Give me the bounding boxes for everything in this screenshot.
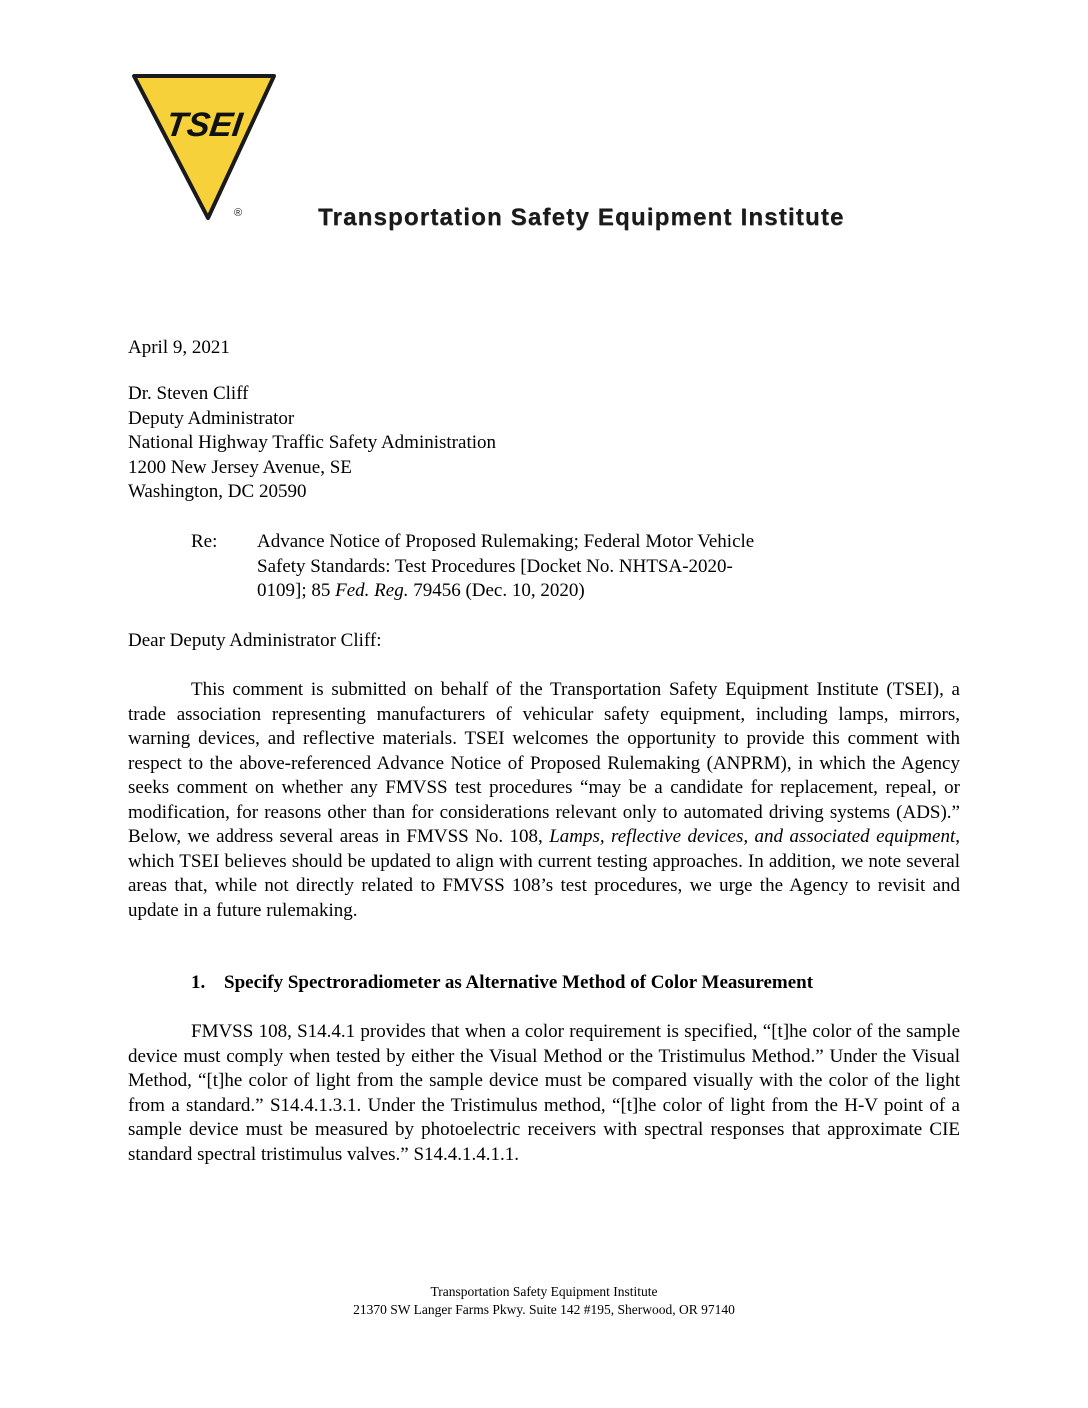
- heading-number: 1.: [191, 972, 206, 993]
- svg-text:TSEI: TSEI: [163, 106, 245, 144]
- recipient-title: Deputy Administrator: [128, 407, 295, 429]
- footer-org-name: Transportation Safety Equipment Institute: [430, 1284, 658, 1299]
- body-paragraph: [128, 678, 960, 923]
- re-text: 79456 (Dec. 10, 2020): [408, 580, 585, 601]
- re-citation: Fed. Reg.: [335, 580, 409, 601]
- letter-date: April 9, 2021: [128, 337, 230, 358]
- svg-text:®: ®: [234, 207, 243, 219]
- recipient-agency: National Highway Traffic Safety Administration: [128, 432, 496, 453]
- triangle-logo-icon: [128, 70, 280, 230]
- recipient-address: [128, 382, 496, 505]
- paragraph-text: , which TSEI believes should be updated to align with current testing approaches. In addition, we note several areas that, while not directly related to FMVSS 108’s test procedures, we urge the Agency to revisit and update in a future rulemaking.: [128, 826, 960, 921]
- org-name: Transportation Safety Equipment Institute: [318, 204, 845, 231]
- re-subject: [257, 530, 827, 604]
- paragraph-text: This comment is submitted on behalf of the Transportation Safety Equipment Institute (TSEI), a trade association representing manufacturers of vehicular safety equipment, including lamps, mirrors, warning devices, and reflective materials. TSEI welcomes the opportunity to provide this comment with respect to the above-referenced Advance Notice of Proposed Rulemaking (ANPRM), in which the Agency seeks comment on whether any FMVSS test procedures “may be a candidate for replacement, repeal, or modification, for reasons other than for considerations relevant only to automated driving systems (ADS).” Below, we address several areas in FMVSS No. 108,: [128, 679, 960, 847]
- standard-title: Lamps, reflective devices, and associated equipment: [549, 826, 956, 847]
- re-label: Re:: [191, 531, 218, 552]
- recipient-name: Dr. Steven Cliff: [128, 383, 249, 404]
- re-line: [257, 579, 827, 604]
- re-line: Advance Notice of Proposed Rulemaking; Federal Motor Vehicle: [257, 531, 755, 552]
- tsei-logo: [128, 70, 280, 230]
- body-paragraph: FMVSS 108, S14.4.1 provides that when a color requirement is specified, “[t]he color of the sample device must comply when tested by either the Visual Method or the Tristimulus Method.” Under the Visual Method, “[t]he color of light from the sample device must be compared visually with the color of the light from a standard.” S14.4.1.3.1. Under the Tristimulus method, “[t]he color of light from the H-V point of a sample device must be measured by photoelectric receivers with spectral responses that approximate CIE standard spectral tristimulus valves.” S14.4.1.4.1.1.: [128, 1021, 960, 1165]
- recipient-street: 1200 New Jersey Avenue, SE: [128, 456, 352, 478]
- re-line: Safety Standards: Test Procedures [Docket No. NHTSA-2020-: [257, 555, 733, 577]
- footer-address: 21370 SW Langer Farms Pkwy. Suite 142 #195, Sherwood, OR 97140: [353, 1302, 735, 1317]
- section-heading: [191, 971, 813, 996]
- re-text: 0109]; 85: [257, 580, 336, 601]
- salutation: Dear Deputy Administrator Cliff:: [128, 630, 382, 651]
- recipient-city: Washington, DC 20590: [128, 481, 307, 502]
- heading-text: Specify Spectroradiometer as Alternative Method of Color Measurement: [224, 972, 814, 993]
